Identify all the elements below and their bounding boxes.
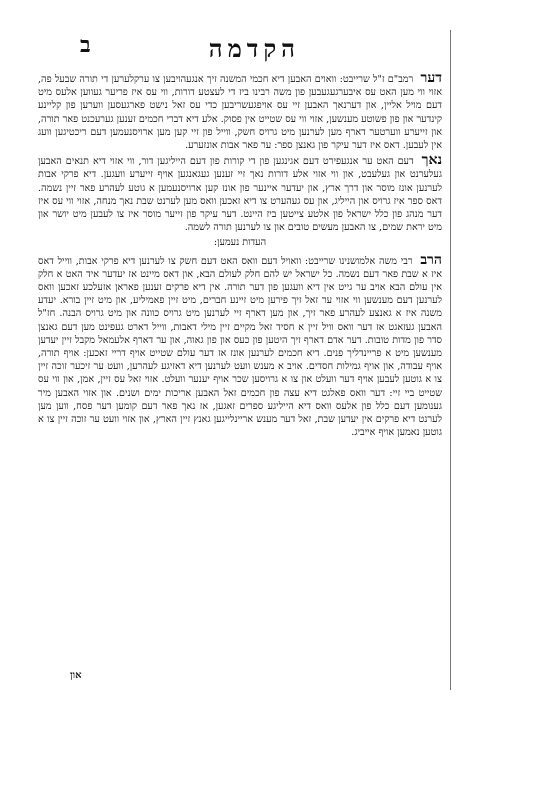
page-header <box>30 30 450 66</box>
paragraph-3 <box>38 251 442 440</box>
catchword: און <box>70 670 82 681</box>
paragraph-2-text: דעם האט ער אנגעפירט דעם אגינגען פון די קורות פון דעם הייליגען דור, ווי אזוי דיא תנאים האבען געלערנט און געלעבט, און ווי אזוי אלע דורות נאך זיי זענען געגאנגען אויף זייערע וועגען. דיא פרקי אבות לערנען אונז מוסר און דרך ארץ, און יעדער איינער פון אונז קען ארויסנעמען א גוטע לעהרע פאר זיין נשמה. דאס ספר איז גרויס און הייליג, און עס געהערט צו דיא זאכען וואס מען לערנט שבת נאך מנחה, אזוי ווי עס איז דער מנהג פון כלל ישראל פון אלטע צייטען ביז היינט. דער עיקר פון זייער מוסר איז צו לעבען מיט יושר און מיט יראת שמים, צו האבען מעשים טובים און צו לערנען תורה לשמה. <box>38 156 442 234</box>
document-page <box>30 30 451 690</box>
paragraph-1 <box>38 72 442 152</box>
section-heading: העדות נעמען: <box>213 237 267 249</box>
page-title: הקדמה <box>208 34 300 63</box>
paragraph-3-lead-word: הרב <box>420 251 442 268</box>
document-body <box>38 72 442 441</box>
paragraph-2 <box>38 154 442 234</box>
paragraph-3-text: רבי משה אלמושנינו שרייבט: וואויל דעם וואס האט דעם חשק צו לערנען דיא פרקי אבות, ווייל דאס איז א שבת פאר דעם נשמה. כל ישראל יש להם חלק לעולם הבא, און דאס מיינט אז יעדער איד האט א חלק אין עולם הבא אויב ער גייט אין דיא וועגען פון דער תורה. אין דיא פרקים זענען פאראן אזעלכע זאכען וואס לערנען דעם מענשען ווי אזוי ער זאל זיך פירען מיט זיינע חברים, מיט זיין פאמיליע, און מיט זיין בורא. יעדע משנה איז א גאנצע לעהרע פאר זיך, און מען דארף זיי לערנען מיט גרויס כוונה און מיט גרויס הבנה. חז"ל האבען געזאגט אז דער וואס וויל זיין א חסיד זאל מקיים זיין מילי דאבות, ווייל דארט געפינט מען דעם גאנצן סדר פון מדות טובות. דער אדם דארף זיך היטען פון כעס און פון גאוה, און ער דארף אלעמאל מקבל זיין יעדען מענשען מיט א פריינדליך פנים. דיא חכמים לערנען אונז אז דער עולם שטייט אויף דריי זאכען: אויף תורה, אויף עבודה, און אויף גמילות חסדים. אויב א מענש וועט לערנען דיא דאזיגע לעהרען, וועט ער זיכער זוכה זיין צו א גוטען לעבען אויף דער וועלט און צו א גרויסען שכר אויף יענער וועלט. אזוי זאל עס זיין, אמן, און ווי עס שטייט ביי זיי: דער וואס פאלגט דיא עצה פון חכמים זאל האבען אריכות ימים ושנים. און אזוי האבען מיר גענומען דעם כלל פון אלעס וואס דיא הייליגע ספרים זאגען, אז נאך פאר דעם קומען דער פסח, ווען מען לערנט דיא פרקים אין יעדען שבת, זאל דער מענש אריינלייגען גאנץ זיין הארץ, און אזוי וועט ער זוכה זיין צו א גוטען נאמען אויף אייביג. <box>38 255 442 439</box>
paragraph-1-text: רמב"ם ז"ל שרייבט: וואוים האבען דיא חכמי המשנה זיך אנגעהויבען צו ערקלערען די תורה שבעל פה, אזוי ווי מען האט עס איבערגעגעבען פון משה רבינו ביז די לעצטע דורות, ווי עס איז פריער געווען אלעס מיט דעם מויל אליין, און דערנאך האבען זיי עס אויפגעשריבען כדי עס זאל נישט פארגעסען ווערען פון קליינע קינדער און פון פשוטע מענשען, אזוי ווי עס שטייט אין פסוק. אלע דיא דברי חכמים זענען גערעכנט פאר תורה, און זייערע ווערטער דארף מען לערנען מיט גרויס חשק, ווייל פון זיי קען מען ארויסנעמען דעם ריכטיגען וועג אין לעבען. דאס איז דער עיקר פון גאנצן ספר: ער פאר אבות אונזערע. <box>38 74 442 152</box>
paragraph-1-lead-word: דער <box>420 70 442 86</box>
page-number: ב <box>80 32 91 58</box>
paragraph-2-lead-word: נאך <box>421 152 442 169</box>
